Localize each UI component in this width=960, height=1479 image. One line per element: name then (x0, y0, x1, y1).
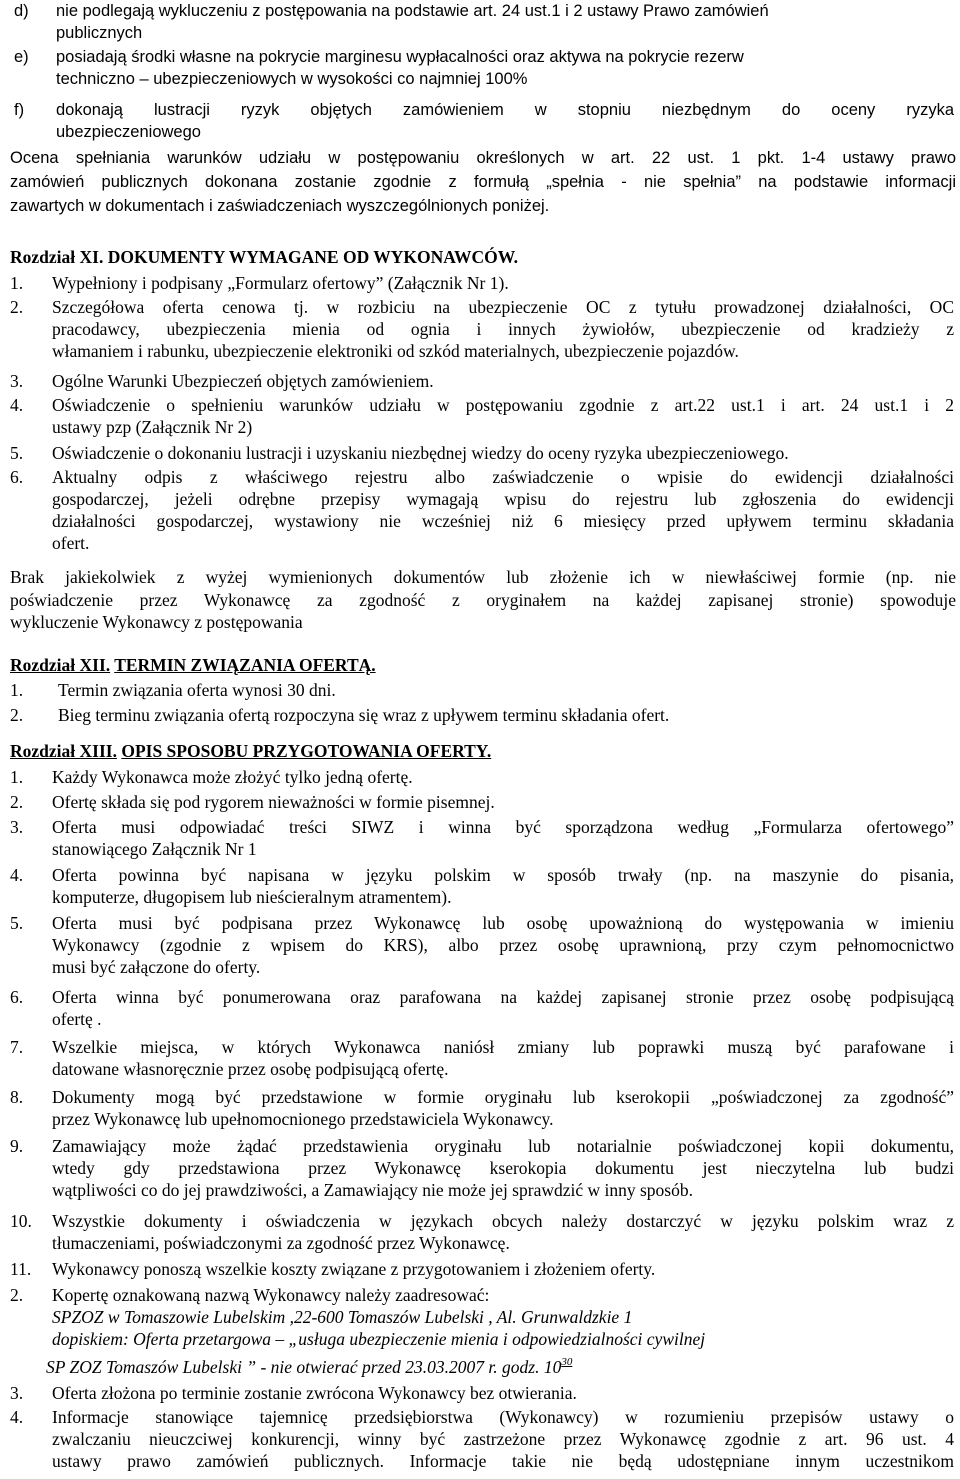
section-heading (10, 740, 491, 762)
section-title: OPIS SPOSOBU PRZYGOTOWANIA OFERTY. (121, 741, 492, 761)
text-line: ustawy prawo zamówień publicznych. Informacje takie nie będą udostępniane innym uczestnikom (52, 1451, 954, 1471)
text-line: Oświadczenie o dokonaniu lustracji i uzyskaniu niezbędnej wiedzy do oceny ryzyka ubezpieczeniowego. (52, 443, 789, 463)
offer-item-text (52, 1086, 954, 1130)
tail-item-number: 4. (10, 1407, 24, 1427)
offer-item-text (52, 912, 954, 978)
text-line: ofertę . (52, 1009, 102, 1029)
paragraph-line: zawartych w dokumentach i zaświadczeniach wyszczególnionych poniżej. (10, 197, 550, 215)
text-line: Informacje stanowiące tajemnicę przedsiębiorstwa (Wykonawcy) w rozumieniu przepisów ustawy o (52, 1407, 954, 1427)
text-line: gospodarczej, jeżeli odrębne przepisy wymagają wpisu do rejestru lub zgłoszenia do ewidencji (52, 489, 954, 509)
text-line: Ofertę składa się pod rygorem nieważności w formie pisemnej. (52, 792, 495, 812)
text-line: Aktualny odpis z właściwego rejestru albo zaświadczenie o wpisie do ewidencji działalności (52, 467, 954, 487)
text-line: Dokumenty mogą być przedstawione w formie oryginału lub kserokopii „poświadczonej za zgodność” (52, 1087, 954, 1107)
offer-item-text (52, 1258, 954, 1280)
text-line: dokonają lustracji ryzyk objętych zamówieniem w stopniu niezbędnym do oceny ryzyka (56, 101, 954, 119)
envelope-annotation: dopiskiem: Oferta przetargowa – „usługa ubezpieczenie mienia i odpowiedzialności cywilnej (52, 1329, 706, 1349)
text-line: stanowiącego Załącznik Nr 1 (52, 839, 257, 859)
term-item-number: 1. (10, 680, 24, 700)
envelope-number: 2. (10, 1285, 24, 1305)
term-item-text (58, 679, 954, 701)
tail-item-number: 3. (10, 1383, 24, 1403)
offer-item-number: 6. (10, 987, 24, 1007)
section-title: DOKUMENTY WYMAGANE OD WYKONAWCÓW. (107, 247, 519, 267)
text-line: ubezpieczeniowego (56, 123, 201, 141)
doc-item-3-text (52, 370, 954, 392)
text-line: Oferta musi odpowiadać treści SIWZ i winna być sporządzona według „Formularza ofertowego” (52, 817, 954, 837)
text-line: Każdy Wykonawca może złożyć tylko jedną ofertę. (52, 767, 413, 787)
text-line: Wykonawcy (zgodnie z wpisem do KRS), albo przez osobę uprawnioną, przy czym pełnomocnictwo (52, 935, 954, 955)
intro-item-text (56, 46, 954, 90)
text-line: Termin związania oferta wynosi 30 dni. (58, 680, 336, 700)
closing-paragraph (10, 566, 956, 634)
offer-item-number: 2. (10, 792, 24, 812)
text-line: komputerze, długopisem lub nieścieralnym atramentem). (52, 887, 452, 907)
section-title: TERMIN ZWIĄZANIA OFERTĄ. (114, 655, 376, 675)
offer-item-text (52, 986, 954, 1030)
envelope-warning-sup: 30 (561, 1356, 573, 1368)
section-label: Rozdział XII. (10, 655, 111, 675)
tail-item-text (52, 1406, 954, 1472)
envelope-warning: SP ZOZ Tomaszów Lubelski ” - nie otwierać przed 23.03.2007 r. godz. 10 (46, 1357, 562, 1377)
intro-item-number: e) (14, 48, 29, 66)
doc-item-5-text (52, 442, 954, 464)
term-item-text (58, 704, 954, 726)
text-line: Wszystkie dokumenty i oświadczenia w językach obcych należy dostarczyć w języku polskim wraz z (52, 1211, 954, 1231)
doc-item-4-text (52, 394, 954, 438)
text-line: ofert. (52, 533, 90, 553)
text-line: Oświadczenie o spełnieniu warunków udziału w postępowaniu zgodnie z art.22 ust.1 i art. 24 ust.1 i 2 (52, 395, 954, 415)
intro-item-number: d) (14, 2, 29, 20)
doc-item-5-number: 5. (10, 443, 24, 463)
text-line: ustawy pzp (Załącznik Nr 2) (52, 417, 253, 437)
offer-item-number: 8. (10, 1087, 24, 1107)
text-line: zwalczaniu nieuczciwej konkurencji, winny być zastrzeżone przez Wykonawcę zgodnie z art. 96 ust. 4 (52, 1429, 954, 1449)
intro-item-text (56, 0, 954, 44)
offer-item-text (52, 816, 954, 860)
paragraph-line: zamówień publicznych dokonana zostanie zgodnie z formułą „spełnia - nie spełnia” na podstawie informacji (10, 173, 956, 191)
paragraph-line: Ocena spełniania warunków udziału w postępowaniu określonych w art. 22 ust. 1 pkt. 1-4 ustawy prawo (10, 149, 956, 167)
text-line: Oferta winna być ponumerowana oraz parafowana na każdej zapisanej stronie przez osobę podpisującą (52, 987, 954, 1007)
doc-item-3-number: 3. (10, 371, 24, 391)
offer-item-text (52, 766, 954, 788)
offer-item-text (52, 1210, 954, 1254)
text-line: techniczno – ubezpieczeniowych w wysokości co najmniej 100% (56, 70, 528, 88)
offer-item-number: 9. (10, 1136, 24, 1156)
doc-item-6-number: 6. (10, 467, 24, 487)
term-item-number: 2. (10, 705, 24, 725)
text-line: pracodawcy, ubezpieczenia mienia od ognia i innych żywiołów, ubezpieczenie od kradzieży z (52, 319, 954, 339)
offer-item-number: 5. (10, 913, 24, 933)
section-heading (10, 246, 518, 268)
offer-item-number: 11. (10, 1259, 32, 1279)
offer-item-text (52, 1036, 954, 1080)
offer-item-number: 4. (10, 865, 24, 885)
section-heading (10, 654, 376, 676)
text-line: datowane własnoręcznie przez osobę podpisującą ofertę. (52, 1059, 449, 1079)
offer-item-number: 10. (10, 1211, 32, 1231)
text-line: posiadają środki własne na pokrycie marginesu wypłacalności oraz aktywa na pokrycie rezerw (56, 48, 744, 66)
text-line: Oferta powinna być napisana w języku polskim w sposób trwały (np. na maszynie do pisania, (52, 865, 954, 885)
section-label: Rozdział XIII. (10, 741, 117, 761)
text-line: musi być załączone do oferty. (52, 957, 261, 977)
text-line: publicznych (56, 24, 143, 42)
text-line: Szczegółowa oferta cenowa tj. w rozbiciu na ubezpieczenie OC z tytułu prowadzonej działalności, OC (52, 297, 954, 317)
text-line: Oferta musi być podpisana przez Wykonawcę lub osobę upoważnioną do występowania w imieniu (52, 913, 954, 933)
doc-item-6-text (52, 466, 954, 554)
doc-item-4-number: 4. (10, 395, 24, 415)
envelope-address: SPZOZ w Tomaszowie Lubelskim ,22-600 Tomaszów Lubelski , Al. Grunwaldzkie 1 (52, 1307, 633, 1327)
offer-item-text (52, 1135, 954, 1201)
text-line: Wykonawcy ponoszą wszelkie koszty związane z przygotowaniem i złożeniem oferty. (52, 1259, 656, 1279)
section-label: Rozdział XI. (10, 247, 104, 267)
assessment-paragraph (10, 146, 956, 218)
intro-item-text (56, 99, 954, 143)
text-line: Zamawiający może żądać przedstawienia oryginału lub notarialnie poświadczonej kopii dokumentu, (52, 1136, 954, 1156)
text-line: nie podlegają wykluczeniu z postępowania na podstawie art. 24 ust.1 i 2 ustawy Prawo zamówień (56, 2, 769, 20)
doc-item-1-text (52, 272, 954, 294)
envelope-warning-line (46, 1356, 572, 1378)
text-line: tłumaczeniami, poświadczonymi za zgodność przez Wykonawcę. (52, 1233, 510, 1253)
envelope-line: Kopertę oznakowaną nazwą Wykonawcy należy zaadresować: (52, 1285, 490, 1305)
text-line: Wypełniony i podpisany „Formularz ofertowy” (Załącznik Nr 1). (52, 273, 509, 293)
intro-item-number: f) (14, 101, 25, 119)
text-line: przez Wykonawcę lub upełnomocnionego przedstawiciela Wykonawcy. (52, 1109, 554, 1129)
offer-item-number: 3. (10, 817, 24, 837)
offer-item-text (52, 791, 954, 813)
text-line: wtedy gdy przedstawiona przez Wykonawcę kserokopia dokumentu jest nieczytelna lub budzi (52, 1158, 954, 1178)
offer-item-number: 1. (10, 767, 24, 787)
offer-item-text (52, 864, 954, 908)
tail-item-text (52, 1382, 954, 1404)
text-line: Wszelkie miejsca, w których Wykonawca naniósł zmiany lub poprawki muszą być parafowane i (52, 1037, 954, 1057)
paragraph-line: poświadczenie przez Wykonawcę za zgodność z oryginałem na każdej zapisanej stronie) spowoduje (10, 589, 956, 610)
paragraph-line: Brak jakiekolwiek z wyżej wymienionych dokumentów lub złożenie ich w niewłaściwej formie (np. nie (10, 567, 956, 587)
text-line: wątpliwości co do jej prawdziwości, a Zamawiający nie może jej sprawdzić w inny sposób. (52, 1180, 693, 1200)
offer-item-number: 7. (10, 1037, 24, 1057)
text-line: Ogólne Warunki Ubezpieczeń objętych zamówieniem. (52, 371, 434, 391)
doc-item-1-number: 1. (10, 273, 24, 293)
doc-item-2-number: 2. (10, 297, 24, 317)
envelope-text (52, 1284, 954, 1350)
text-line: Oferta złożona po terminie zostanie zwrócona Wykonawcy bez otwierania. (52, 1383, 577, 1403)
doc-item-2-text (52, 296, 954, 362)
text-line: działalności gospodarczej, wystawiony nie wcześniej niż 6 miesięcy przed upływem terminu składania (52, 511, 954, 531)
paragraph-line: wykluczenie Wykonawcy z postępowania (10, 612, 303, 632)
text-line: włamaniem i rabunku, ubezpieczenie elektroniki od szkód materialnych, ubezpieczenie pojazdów. (52, 341, 739, 361)
text-line: Bieg terminu związania ofertą rozpoczyna się wraz z upływem terminu składania ofert. (58, 705, 670, 725)
